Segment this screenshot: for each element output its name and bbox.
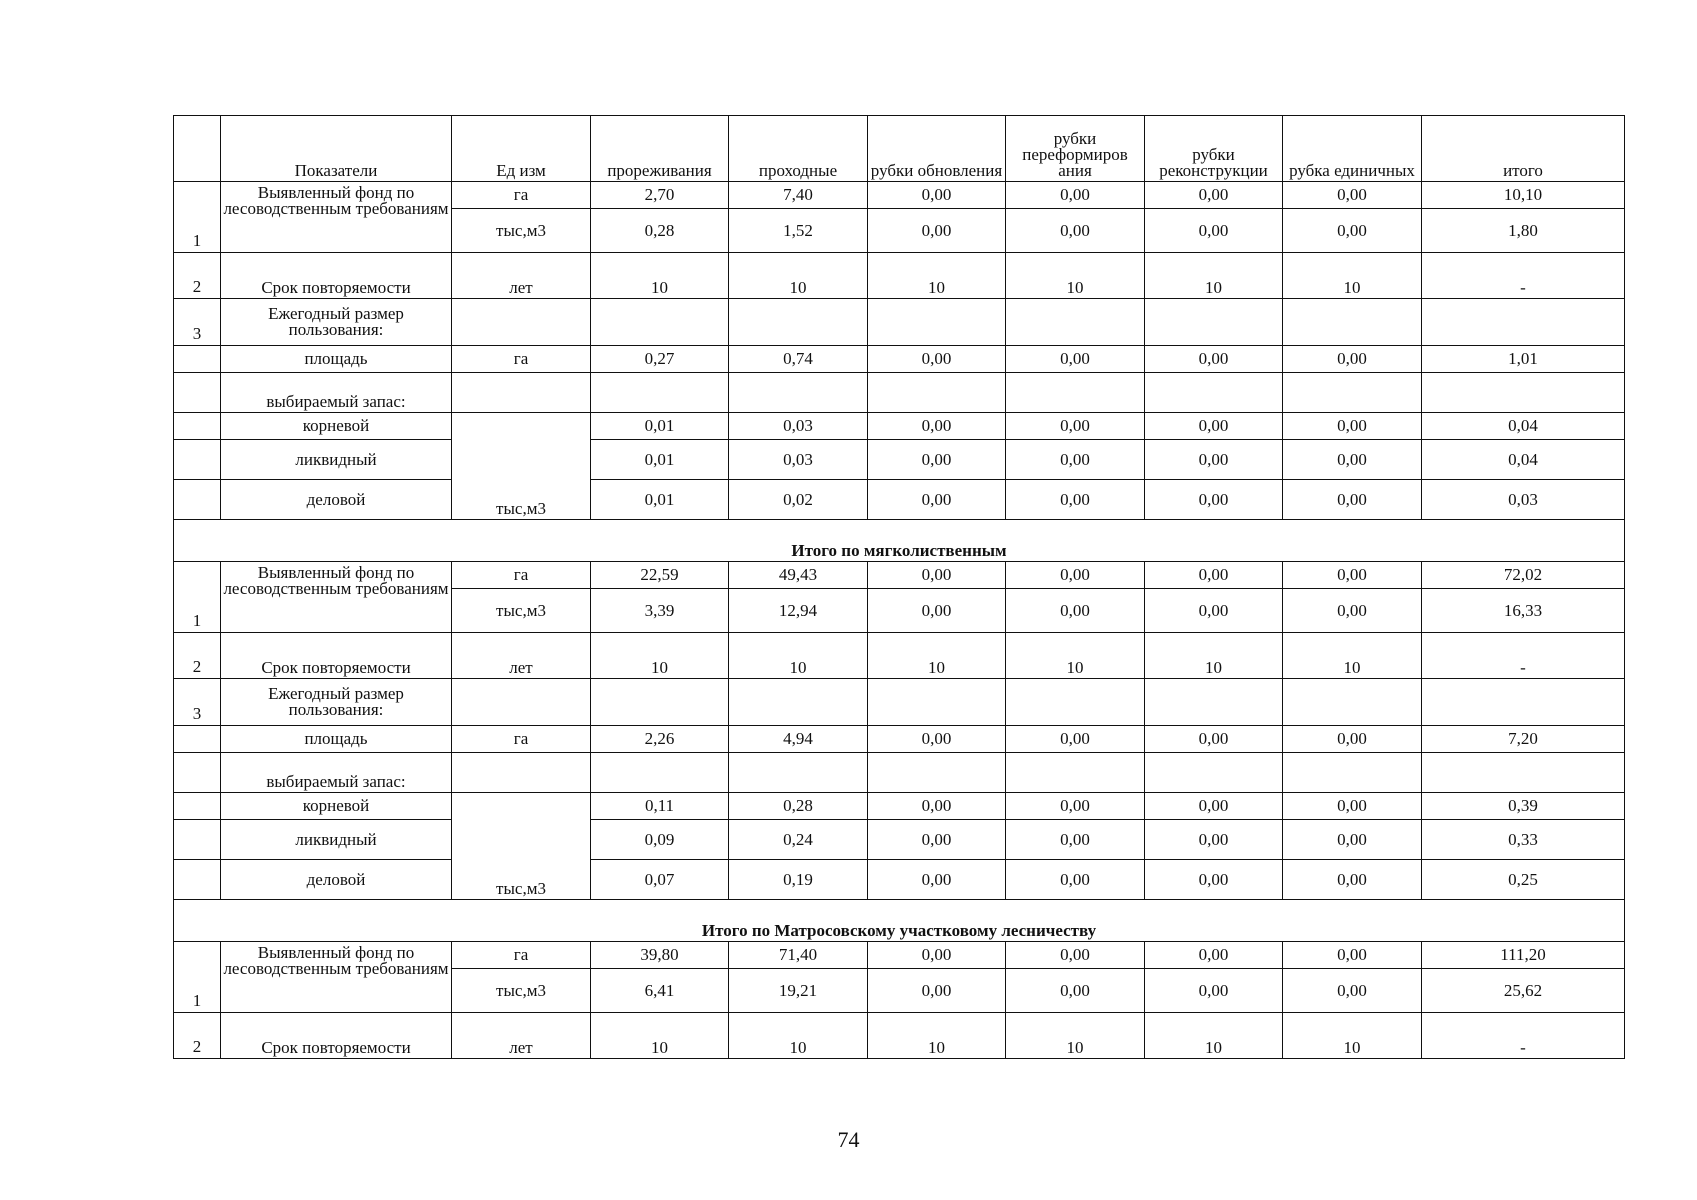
- area-passage: 4,94: [729, 726, 868, 753]
- root-label: корневой: [221, 793, 452, 820]
- unit-years: лет: [452, 253, 591, 299]
- business-reformation: 0,00: [1006, 480, 1145, 520]
- stock-empty-cell: [1283, 373, 1422, 413]
- fund-m3-thinning: 0,28: [591, 209, 729, 253]
- fund-ha-renewal: 0,00: [868, 562, 1006, 589]
- liquid-reconstruction: 0,00: [1145, 820, 1283, 860]
- area-row: [174, 726, 1625, 753]
- fund-m3-total: 16,33: [1422, 589, 1625, 633]
- period-total: -: [1422, 253, 1625, 299]
- root-single: 0,00: [1283, 793, 1422, 820]
- root-total: 0,04: [1422, 413, 1625, 440]
- forest-use-table: [173, 115, 1625, 1059]
- stock-empty-cell: [591, 753, 729, 793]
- period-renewal: 10: [868, 1013, 1006, 1059]
- annual-empty-cell: [1283, 679, 1422, 726]
- root-reconstruction: 0,00: [1145, 793, 1283, 820]
- annual-empty-cell: [729, 679, 868, 726]
- row-number: 1: [174, 182, 221, 253]
- fund-m3-reconstruction: 0,00: [1145, 589, 1283, 633]
- header-total: итого: [1422, 116, 1625, 182]
- stock-empty-cell: [1145, 753, 1283, 793]
- fund-ha-passage: 49,43: [729, 562, 868, 589]
- period-reconstruction: 10: [1145, 253, 1283, 299]
- row-number: 1: [174, 942, 221, 1013]
- liquid-thinning: 0,01: [591, 440, 729, 480]
- stock-empty-cell: [729, 373, 868, 413]
- row-number: 1: [174, 562, 221, 633]
- fund-row-ha: [174, 562, 1625, 589]
- period-single: 10: [1283, 1013, 1422, 1059]
- stock-empty-cell: [868, 753, 1006, 793]
- unit-tm3: тыс,м3: [452, 969, 591, 1013]
- annual-empty-cell: [1145, 299, 1283, 346]
- period-row: [174, 1013, 1625, 1059]
- header-single: рубка единичных: [1283, 116, 1422, 182]
- area-renewal: 0,00: [868, 346, 1006, 373]
- header-indicator: Показатели: [221, 116, 452, 182]
- period-renewal: 10: [868, 633, 1006, 679]
- row-number: 2: [174, 633, 221, 679]
- stock-empty-cell: [1006, 373, 1145, 413]
- liquid-single: 0,00: [1283, 820, 1422, 860]
- business-total: 0,03: [1422, 480, 1625, 520]
- liquid-label: ликвидный: [221, 440, 452, 480]
- stock-row: [174, 373, 1625, 413]
- liquid-renewal: 0,00: [868, 820, 1006, 860]
- liquid-passage: 0,24: [729, 820, 868, 860]
- business-reconstruction: 0,00: [1145, 860, 1283, 900]
- fund-m3-single: 0,00: [1283, 969, 1422, 1013]
- business-label: деловой: [221, 860, 452, 900]
- fund-ha-passage: 7,40: [729, 182, 868, 209]
- fund-m3-reconstruction: 0,00: [1145, 209, 1283, 253]
- business-thinning: 0,07: [591, 860, 729, 900]
- root-row: [174, 413, 1625, 440]
- annual-label: Ежегодный размер пользования:: [221, 299, 452, 346]
- fund-ha-thinning: 22,59: [591, 562, 729, 589]
- fund-m3-passage: 1,52: [729, 209, 868, 253]
- stock-empty-cell: [729, 753, 868, 793]
- stock-empty-cell: [1145, 373, 1283, 413]
- root-single: 0,00: [1283, 413, 1422, 440]
- row-number-empty: [174, 413, 221, 440]
- fund-m3-renewal: 0,00: [868, 589, 1006, 633]
- row-number: 2: [174, 1013, 221, 1059]
- business-total: 0,25: [1422, 860, 1625, 900]
- period-thinning: 10: [591, 1013, 729, 1059]
- header-renewal: рубки обновления: [868, 116, 1006, 182]
- area-reformation: 0,00: [1006, 346, 1145, 373]
- liquid-reformation: 0,00: [1006, 820, 1145, 860]
- root-renewal: 0,00: [868, 793, 1006, 820]
- fund-m3-reformation: 0,00: [1006, 209, 1145, 253]
- header-reconstruction: рубки реконструкции: [1145, 116, 1283, 182]
- business-label: деловой: [221, 480, 452, 520]
- annual-row: [174, 679, 1625, 726]
- root-thinning: 0,11: [591, 793, 729, 820]
- area-total: 7,20: [1422, 726, 1625, 753]
- annual-label: Ежегодный размер пользования:: [221, 679, 452, 726]
- unit-empty-cell: [452, 753, 591, 793]
- fund-m3-passage: 19,21: [729, 969, 868, 1013]
- section-title: Итого по мягколиственным: [174, 520, 1625, 562]
- area-label: площадь: [221, 346, 452, 373]
- section-row: [174, 900, 1625, 942]
- business-thinning: 0,01: [591, 480, 729, 520]
- root-renewal: 0,00: [868, 413, 1006, 440]
- area-renewal: 0,00: [868, 726, 1006, 753]
- root-row: [174, 793, 1625, 820]
- fund-ha-total: 10,10: [1422, 182, 1625, 209]
- period-passage: 10: [729, 633, 868, 679]
- liquid-single: 0,00: [1283, 440, 1422, 480]
- period-thinning: 10: [591, 633, 729, 679]
- unit-years: лет: [452, 1013, 591, 1059]
- unit-tm3: тыс,м3: [452, 413, 591, 520]
- row-number: 3: [174, 299, 221, 346]
- period-total: -: [1422, 633, 1625, 679]
- unit-tm3: тыс,м3: [452, 793, 591, 900]
- period-reformation: 10: [1006, 633, 1145, 679]
- liquid-total: 0,04: [1422, 440, 1625, 480]
- fund-ha-reconstruction: 0,00: [1145, 562, 1283, 589]
- page-number: 74: [837, 1127, 860, 1152]
- root-reformation: 0,00: [1006, 413, 1145, 440]
- fund-label: Выявленный фонд по лесоводственным требованиям: [221, 942, 452, 1013]
- business-reformation: 0,00: [1006, 860, 1145, 900]
- root-passage: 0,03: [729, 413, 868, 440]
- fund-ha-reconstruction: 0,00: [1145, 942, 1283, 969]
- fund-m3-total: 1,80: [1422, 209, 1625, 253]
- header-passage: проходные: [729, 116, 868, 182]
- annual-empty-cell: [1145, 679, 1283, 726]
- row-number-empty: [174, 726, 221, 753]
- fund-ha-reformation: 0,00: [1006, 182, 1145, 209]
- fund-ha-reformation: 0,00: [1006, 562, 1145, 589]
- row-number-empty: [174, 820, 221, 860]
- row-number-empty: [174, 346, 221, 373]
- period-passage: 10: [729, 1013, 868, 1059]
- liquid-passage: 0,03: [729, 440, 868, 480]
- fund-m3-total: 25,62: [1422, 969, 1625, 1013]
- liquid-reformation: 0,00: [1006, 440, 1145, 480]
- area-single: 0,00: [1283, 726, 1422, 753]
- fund-ha-thinning: 2,70: [591, 182, 729, 209]
- unit-ha: га: [452, 562, 591, 589]
- business-renewal: 0,00: [868, 480, 1006, 520]
- fund-label: Выявленный фонд по лесоводственным требованиям: [221, 562, 452, 633]
- fund-ha-reconstruction: 0,00: [1145, 182, 1283, 209]
- row-number-empty: [174, 480, 221, 520]
- area-reconstruction: 0,00: [1145, 726, 1283, 753]
- header-unit: Ед изм: [452, 116, 591, 182]
- stock-empty-cell: [1422, 373, 1625, 413]
- section-title: Итого по Матросовскому участковому лесничеству: [174, 900, 1625, 942]
- annual-empty-cell: [1283, 299, 1422, 346]
- fund-ha-single: 0,00: [1283, 942, 1422, 969]
- fund-ha-total: 72,02: [1422, 562, 1625, 589]
- fund-ha-passage: 71,40: [729, 942, 868, 969]
- business-passage: 0,02: [729, 480, 868, 520]
- fund-ha-reformation: 0,00: [1006, 942, 1145, 969]
- fund-ha-renewal: 0,00: [868, 182, 1006, 209]
- fund-ha-total: 111,20: [1422, 942, 1625, 969]
- period-reconstruction: 10: [1145, 1013, 1283, 1059]
- business-single: 0,00: [1283, 860, 1422, 900]
- fund-m3-renewal: 0,00: [868, 209, 1006, 253]
- header-thinning: прореживания: [591, 116, 729, 182]
- fund-m3-passage: 12,94: [729, 589, 868, 633]
- root-total: 0,39: [1422, 793, 1625, 820]
- stock-label: выбираемый запас:: [221, 753, 452, 793]
- root-passage: 0,28: [729, 793, 868, 820]
- fund-ha-renewal: 0,00: [868, 942, 1006, 969]
- annual-empty-cell: [591, 679, 729, 726]
- annual-row: [174, 299, 1625, 346]
- area-passage: 0,74: [729, 346, 868, 373]
- area-single: 0,00: [1283, 346, 1422, 373]
- fund-m3-thinning: 6,41: [591, 969, 729, 1013]
- fund-row-ha: [174, 182, 1625, 209]
- business-reconstruction: 0,00: [1145, 480, 1283, 520]
- period-renewal: 10: [868, 253, 1006, 299]
- annual-empty-cell: [729, 299, 868, 346]
- period-reformation: 10: [1006, 253, 1145, 299]
- root-reformation: 0,00: [1006, 793, 1145, 820]
- header-reformation: рубки переформиров ания: [1006, 116, 1145, 182]
- root-thinning: 0,01: [591, 413, 729, 440]
- row-number-empty: [174, 753, 221, 793]
- fund-m3-single: 0,00: [1283, 589, 1422, 633]
- fund-m3-reformation: 0,00: [1006, 589, 1145, 633]
- period-reformation: 10: [1006, 1013, 1145, 1059]
- period-single: 10: [1283, 633, 1422, 679]
- root-reconstruction: 0,00: [1145, 413, 1283, 440]
- fund-m3-renewal: 0,00: [868, 969, 1006, 1013]
- business-row: [174, 860, 1625, 900]
- liquid-thinning: 0,09: [591, 820, 729, 860]
- unit-ha: га: [452, 182, 591, 209]
- area-thinning: 0,27: [591, 346, 729, 373]
- period-row: [174, 633, 1625, 679]
- annual-empty-cell: [868, 679, 1006, 726]
- business-row: [174, 480, 1625, 520]
- business-passage: 0,19: [729, 860, 868, 900]
- fund-label: Выявленный фонд по лесоводственным требованиям: [221, 182, 452, 253]
- liquid-row: [174, 820, 1625, 860]
- unit-tm3: тыс,м3: [452, 589, 591, 633]
- period-row: [174, 253, 1625, 299]
- root-label: корневой: [221, 413, 452, 440]
- fund-m3-reconstruction: 0,00: [1145, 969, 1283, 1013]
- liquid-label: ликвидный: [221, 820, 452, 860]
- stock-empty-cell: [1422, 753, 1625, 793]
- annual-empty-cell: [868, 299, 1006, 346]
- row-number-empty: [174, 440, 221, 480]
- liquid-row: [174, 440, 1625, 480]
- area-reconstruction: 0,00: [1145, 346, 1283, 373]
- unit-ha: га: [452, 942, 591, 969]
- period-total: -: [1422, 1013, 1625, 1059]
- business-renewal: 0,00: [868, 860, 1006, 900]
- row-number: 2: [174, 253, 221, 299]
- period-single: 10: [1283, 253, 1422, 299]
- area-label: площадь: [221, 726, 452, 753]
- liquid-total: 0,33: [1422, 820, 1625, 860]
- unit-ha: га: [452, 346, 591, 373]
- annual-empty-cell: [591, 299, 729, 346]
- period-label: Срок повторяемости: [221, 633, 452, 679]
- unit-empty-cell: [452, 299, 591, 346]
- row-number-empty: [174, 793, 221, 820]
- header-row: [174, 116, 1625, 182]
- period-thinning: 10: [591, 253, 729, 299]
- row-number: 3: [174, 679, 221, 726]
- fund-m3-single: 0,00: [1283, 209, 1422, 253]
- period-reconstruction: 10: [1145, 633, 1283, 679]
- section-row: [174, 520, 1625, 562]
- area-row: [174, 346, 1625, 373]
- stock-label: выбираемый запас:: [221, 373, 452, 413]
- period-label: Срок повторяемости: [221, 1013, 452, 1059]
- row-number-empty: [174, 373, 221, 413]
- liquid-reconstruction: 0,00: [1145, 440, 1283, 480]
- annual-empty-cell: [1006, 299, 1145, 346]
- unit-empty-cell: [452, 679, 591, 726]
- unit-tm3: тыс,м3: [452, 209, 591, 253]
- period-passage: 10: [729, 253, 868, 299]
- stock-empty-cell: [1283, 753, 1422, 793]
- unit-years: лет: [452, 633, 591, 679]
- liquid-renewal: 0,00: [868, 440, 1006, 480]
- annual-empty-cell: [1422, 679, 1625, 726]
- area-reformation: 0,00: [1006, 726, 1145, 753]
- unit-ha: га: [452, 726, 591, 753]
- unit-empty-cell: [452, 373, 591, 413]
- fund-ha-single: 0,00: [1283, 562, 1422, 589]
- period-label: Срок повторяемости: [221, 253, 452, 299]
- fund-ha-thinning: 39,80: [591, 942, 729, 969]
- business-single: 0,00: [1283, 480, 1422, 520]
- area-total: 1,01: [1422, 346, 1625, 373]
- fund-row-ha: [174, 942, 1625, 969]
- annual-empty-cell: [1006, 679, 1145, 726]
- annual-empty-cell: [1422, 299, 1625, 346]
- stock-row: [174, 753, 1625, 793]
- fund-ha-single: 0,00: [1283, 182, 1422, 209]
- stock-empty-cell: [868, 373, 1006, 413]
- area-thinning: 2,26: [591, 726, 729, 753]
- stock-empty-cell: [591, 373, 729, 413]
- stock-empty-cell: [1006, 753, 1145, 793]
- row-number-empty: [174, 860, 221, 900]
- header-num: [174, 116, 221, 182]
- fund-m3-thinning: 3,39: [591, 589, 729, 633]
- fund-m3-reformation: 0,00: [1006, 969, 1145, 1013]
